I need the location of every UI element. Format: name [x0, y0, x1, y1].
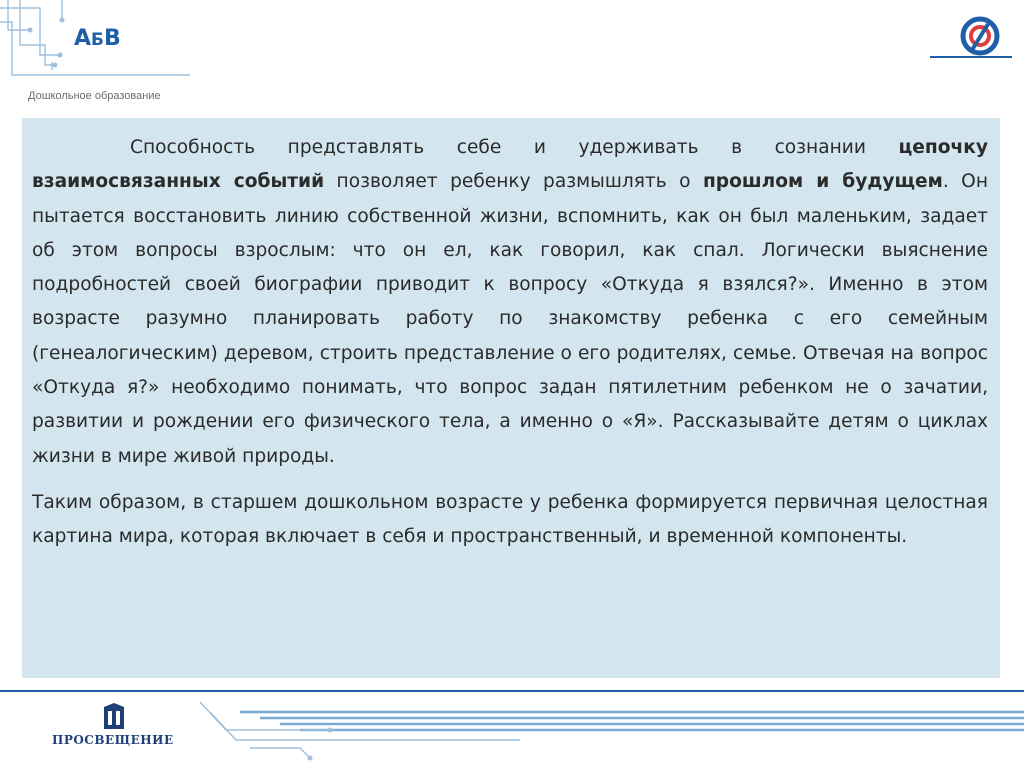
paragraph-2: Таким образом, в старшем дошкольном возрасте у ребенка формируется первичная целостная картина мира, которая включает в себя и пространственный, и временной компоненты. [32, 491, 988, 548]
brand-logo: АБВ [74, 26, 121, 51]
emblem-icon [956, 16, 1004, 60]
publisher-name: ПРОСВЕЩЕНИЕ [52, 733, 174, 747]
publisher-logo-icon [102, 703, 126, 731]
content-panel [22, 118, 1000, 678]
header-rule [930, 56, 1012, 58]
brand-subtitle: Дошкольное образование [28, 90, 161, 102]
paragraph-1: Способность представлять себе и удерживать в сознании цепочку взаимосвязанных событий позволяет ребенку размышлять о прошлом и будущем. Он пытается восстановить линию собственной жизни, вспомнить, как он был маленьким, задает об этом вопросы взрослым: что он ел, как говорил, как спал. Логически выяснение подробностей своей биографии приводит к вопросу «Откуда я взялся?». Именно в этом возрасте разумно планировать работу по знакомству ребенка с его семейным (генеалогическим) деревом, строить представление о его родителях, семье. Отвечая на вопрос «Откуда я?» необходимо понимать, что вопрос задан пятилетним ребенком не о зачатии, развитии и рождении его физического тела, а именно о «Я». Рассказывайте детям о циклах жизни в мире живой природы. [32, 137, 988, 467]
footer-decoration [0, 684, 1024, 767]
